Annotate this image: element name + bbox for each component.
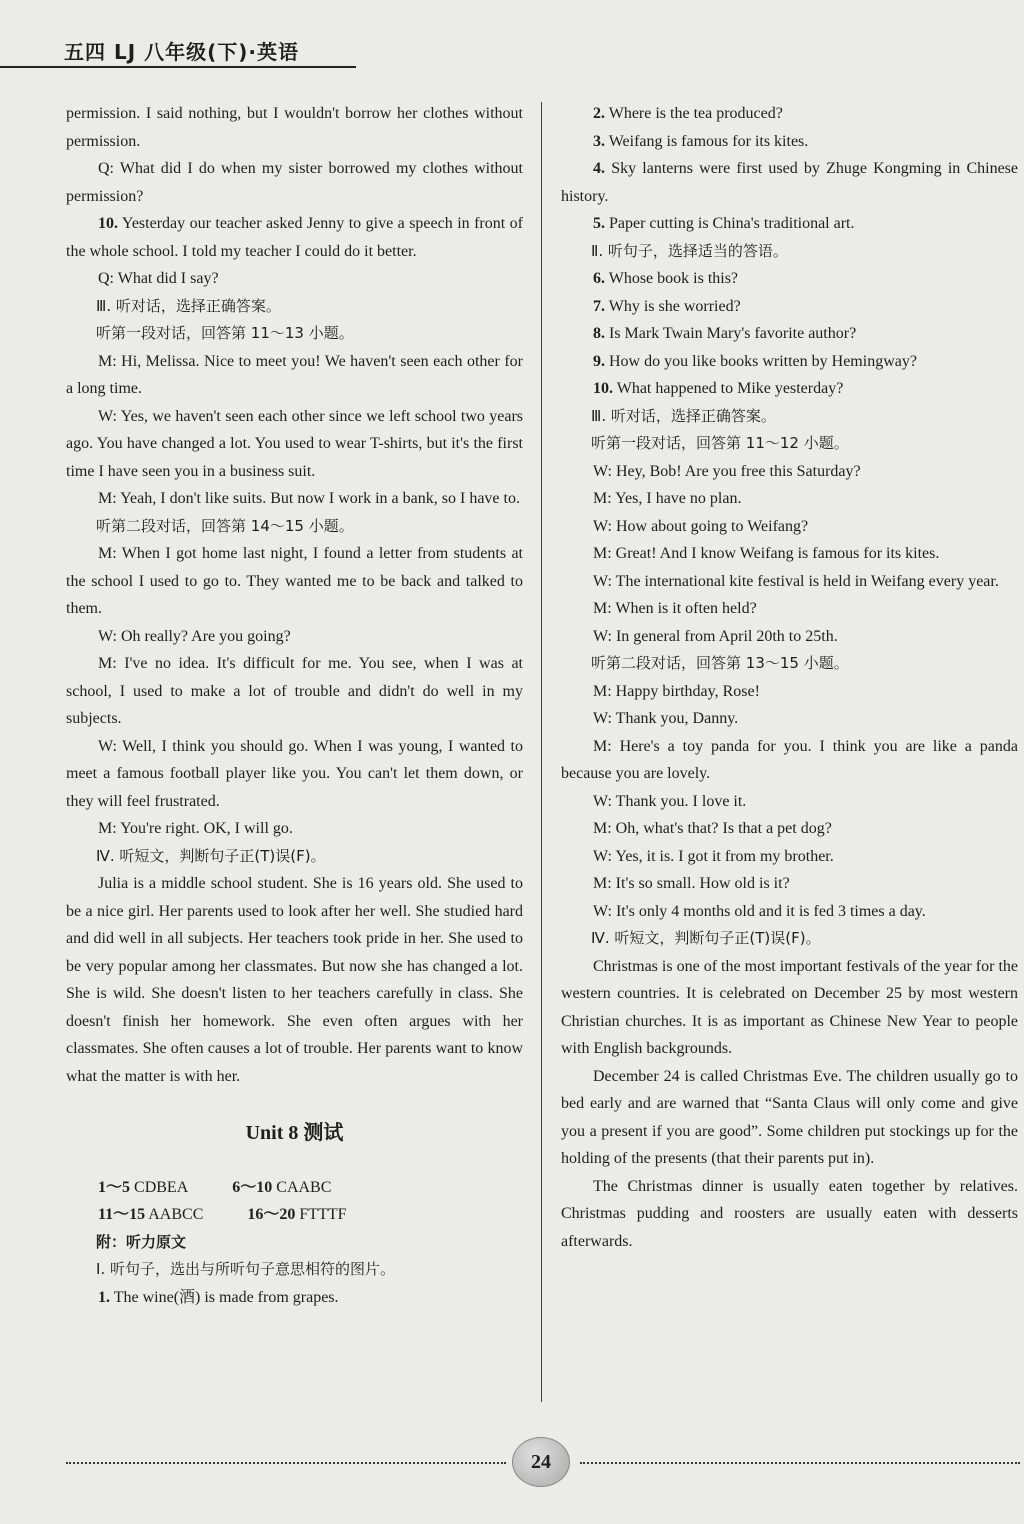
dialogue-line: W: Yes, we haven't seen each other since we left school two years ago. You have changed a lot. You used to wear T-shirts, but it's the first time I have seen you in a business suit. xyxy=(66,407,523,480)
dialogue-line: W: Yes, it is. I got it from my brother. xyxy=(593,847,834,865)
item-text: Is Mark Twain Mary's favorite author? xyxy=(605,325,857,342)
dialogue-line: M: Yeah, I don't like suits. But now I work in a bank, so I have to. xyxy=(98,490,520,507)
dialogue-line: W: Oh really? Are you going? xyxy=(98,627,291,645)
dialogue-line: M: Hi, Melissa. Nice to meet you! We haven't seen each other for a long time. xyxy=(66,352,523,397)
dialogue-line: M: I've no idea. It's difficult for me. You see, when I was at school, I used to make a lot of trouble and didn't do well in my subjects. xyxy=(66,655,523,727)
left-column xyxy=(66,100,523,1311)
item-text: Why is she worried? xyxy=(605,297,741,315)
footer-dotted-rule xyxy=(580,1462,1020,1464)
item-number: 7. xyxy=(593,297,605,315)
dialogue-line: M: Yes, I have no plan. xyxy=(593,490,742,507)
item-text: How do you like books written by Hemingway? xyxy=(605,352,917,370)
item-text: Where is the tea produced? xyxy=(605,105,783,122)
answer-row xyxy=(66,1174,523,1202)
right-column xyxy=(561,100,1018,1255)
item-text: What happened to Mike yesterday? xyxy=(613,380,844,397)
listening-item xyxy=(561,293,1018,321)
answer-range: 11～15 xyxy=(98,1206,146,1223)
section-heading: Ⅳ. 听短文，判断句子正(T)误(F)。 xyxy=(96,846,326,865)
passage: Julia is a middle school student. She is 16 years old. She used to be a nice girl. Her parents used to look after her well. She studied hard and did well in all subjects. Her teachers took pride in her. She used to be very popular among her classmates. But now she has changed a lot. She is wild. She doesn't listen to her teachers carefully in class. She doesn't finish her homework. She even often argues with her classmates. She often causes a lot of trouble. Her parents want to know what the matter is with her. xyxy=(66,875,523,1085)
item-text: Sky lanterns were first used by Zhuge Kongming in Chinese history. xyxy=(561,160,1018,205)
dialogue-line: M: Happy birthday, Rose! xyxy=(593,682,760,700)
passage: Christmas is one of the most important festivals of the year for the western countries. It is celebrated on December 25 by most western Christian churches. It is as important as Chinese New Year to people with English backgrounds. xyxy=(561,957,1018,1057)
dialogue-line: W: In general from April 20th to 25th. xyxy=(593,627,838,645)
answer-values: AABCC xyxy=(145,1206,204,1223)
dialogue-line: M: It's so small. How old is it? xyxy=(593,875,790,892)
question-text: Q: What did I say? xyxy=(98,270,219,287)
dialogue-line: W: Thank you. I love it. xyxy=(593,792,747,810)
section-heading: Ⅳ. 听短文，判断句子正(T)误(F)。 xyxy=(591,929,821,947)
item-number: 1. xyxy=(98,1288,110,1306)
question-text: Q: What did I do when my sister borrowed my clothes without permission? xyxy=(66,160,523,205)
dialogue-line: M: Here's a toy panda for you. I think you are like a panda because you are lovely. xyxy=(561,737,1018,782)
item-number: 8. xyxy=(593,325,605,342)
section-heading: Ⅲ. 听对话，选择正确答案。 xyxy=(96,296,281,315)
dialogue-line: M: When is it often held? xyxy=(593,600,757,617)
answer-values: CAABC xyxy=(272,1178,332,1196)
page-number: 24 xyxy=(512,1437,570,1487)
item-text: Paper cutting is China's traditional art. xyxy=(605,215,855,232)
item-number: 3. xyxy=(593,132,605,150)
item-number: 9. xyxy=(593,352,605,370)
column-divider xyxy=(541,102,542,1402)
item-number: 2. xyxy=(593,105,605,122)
listening-item xyxy=(561,265,1018,293)
dialogue-line: M: Great! And I know Weifang is famous for its kites. xyxy=(593,545,940,562)
dialogue-line: W: How about going to Weifang? xyxy=(593,517,809,535)
subsection-heading: 听第二段对话，回答第 14～15 小题。 xyxy=(96,516,354,535)
passage: The Christmas dinner is usually eaten together by relatives. Christmas pudding and roosters are usually eaten with desserts afterwards. xyxy=(561,1177,1018,1250)
dialogue-line: W: It's only 4 months old and it is fed 3 times a day. xyxy=(593,902,926,920)
listening-item xyxy=(561,128,1018,156)
paragraph: permission. I said nothing, but I wouldn't borrow her clothes without permission. xyxy=(66,105,523,150)
subsection-heading: 听第一段对话，回答第 11～12 小题。 xyxy=(591,434,849,452)
dialogue-line: M: When I got home last night, I found a letter from students at the school I used to go to. They wanted me to be back and talked to them. xyxy=(66,545,523,617)
section-heading: Ⅲ. 听对话，选择正确答案。 xyxy=(591,406,776,425)
answer-values: CDBEA xyxy=(130,1178,189,1196)
answer-row xyxy=(66,1201,523,1229)
dialogue-line: W: Thank you, Danny. xyxy=(593,710,739,727)
item-text: Weifang is famous for its kites. xyxy=(605,132,809,150)
section-heading: Ⅰ. 听句子，选出与所听句子意思相符的图片。 xyxy=(96,1260,395,1278)
dialogue-line: W: Hey, Bob! Are you free this Saturday? xyxy=(593,462,861,480)
item-text: Yesterday our teacher asked Jenny to give a speech in front of the whole school. I told my teacher I could do it better. xyxy=(66,215,523,260)
passage: December 24 is called Christmas Eve. The children usually go to bed early and are warned that “Santa Claus will only come and give you a present if you are good”. Some children put stockings up for the holding of the presents (that their parents put in). xyxy=(561,1067,1018,1167)
answer-range: 6～10 xyxy=(232,1178,273,1196)
answer-values: FTTTF xyxy=(295,1206,347,1223)
item-text: The wine(酒) is made from grapes. xyxy=(110,1288,339,1306)
item-number: 10. xyxy=(593,380,613,397)
item-number: 5. xyxy=(593,215,605,232)
listening-item xyxy=(561,375,1018,403)
listening-item xyxy=(561,155,1018,210)
dialogue-line: W: The international kite festival is held in Weifang every year. xyxy=(593,572,999,590)
book-title: 五四 LJ 八年级(下)·英语 xyxy=(64,40,299,64)
header-rule xyxy=(0,66,356,68)
paragraph xyxy=(66,210,523,265)
footer-dotted-rule xyxy=(66,1462,506,1464)
listening-item xyxy=(561,348,1018,376)
listening-item xyxy=(561,100,1018,128)
item-number: 4. xyxy=(593,160,605,177)
dialogue-line: W: Well, I think you should go. When I was young, I wanted to meet a famous football player like you. You can't let them down, or they will feel frustrated. xyxy=(66,737,523,810)
subsection-heading: 听第二段对话，回答第 13～15 小题。 xyxy=(591,654,849,672)
item-text: Whose book is this? xyxy=(605,270,739,287)
listening-item xyxy=(561,210,1018,238)
listening-item xyxy=(66,1284,523,1312)
appendix-heading: 附：听力原文 xyxy=(96,1232,187,1251)
item-number: 6. xyxy=(593,270,605,287)
page-header xyxy=(0,0,1024,70)
listening-item xyxy=(561,320,1018,348)
item-number: 10. xyxy=(98,215,118,232)
section-heading: Ⅱ. 听句子，选择适当的答语。 xyxy=(591,241,788,260)
answer-range: 16～20 xyxy=(247,1206,296,1223)
dialogue-line: M: Oh, what's that? Is that a pet dog? xyxy=(593,820,832,837)
answer-range: 1～5 xyxy=(98,1178,131,1196)
unit-title: Unit 8 测试 xyxy=(245,1122,344,1144)
subsection-heading: 听第一段对话，回答第 11～13 小题。 xyxy=(96,324,354,342)
dialogue-line: M: You're right. OK, I will go. xyxy=(98,820,293,837)
